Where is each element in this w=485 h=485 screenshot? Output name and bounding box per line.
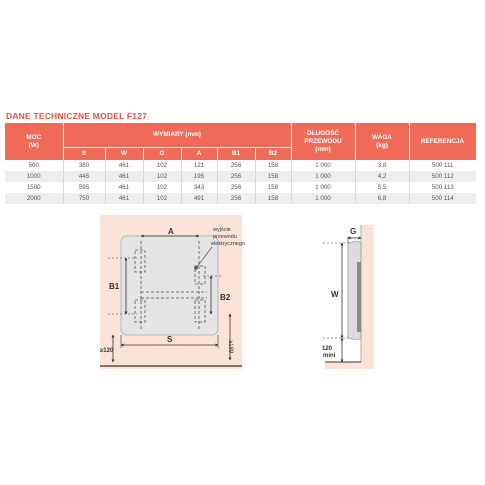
header-referencja: REFERENCJA (409, 123, 476, 160)
table-cell: 750 (63, 193, 105, 204)
table-cell: 102 (143, 171, 181, 182)
table-cell: 1000 (5, 171, 63, 182)
header-waga-label: WAGA (372, 133, 392, 141)
dimension-s-label: S (167, 335, 173, 344)
table-cell: 1 000 (291, 160, 355, 171)
table-cell: 121 (181, 160, 217, 171)
table-cell: 158 (255, 171, 291, 182)
cable-note-line-3: elektrycznego (211, 241, 245, 247)
table-cell: 1500 (5, 182, 63, 193)
wall-side (361, 225, 374, 369)
table-cell: 445 (63, 171, 105, 182)
dimension-b2-label: B2 (220, 293, 231, 302)
table-cell: 500 111 (409, 160, 476, 171)
table-cell: 461 (105, 160, 143, 171)
table-cell: 461 (105, 171, 143, 182)
dimension-w-label: W (331, 290, 339, 299)
table-cell: 4,2 (355, 171, 409, 182)
header-moc-label: MOC (26, 133, 42, 141)
header-dlugosc-unit: (mm) (315, 145, 331, 153)
table-cell: 256 (217, 193, 255, 204)
table-cell: 102 (143, 193, 181, 204)
table-cell: 500 114 (409, 193, 476, 204)
subheader-a: A (181, 148, 217, 161)
table-cell: 500 113 (409, 182, 476, 193)
table-cell: 2000 (5, 193, 63, 204)
table-cell: 500 (5, 160, 63, 171)
dimension-g-label: G (350, 227, 357, 236)
header-waga-unit: (kg) (376, 141, 388, 149)
table-cell: 158 (255, 160, 291, 171)
subheader-w: W (105, 148, 143, 161)
table-cell: 158 (255, 182, 291, 193)
cable-note-line-1: wyjście (213, 227, 231, 233)
table-cell: 256 (217, 182, 255, 193)
table-cell: 500 112 (409, 171, 476, 182)
header-dlugosc-label: DŁUGOŚĆ (307, 129, 339, 137)
table-cell: 343 (181, 182, 217, 193)
subheader-g: G (143, 148, 181, 161)
header-moc-unit: (W) (28, 141, 39, 149)
side-view (322, 225, 374, 369)
header-wymiary: WYMIARY (mm) (63, 123, 291, 148)
table-cell: 102 (143, 182, 181, 193)
subheader-s: S (63, 148, 105, 161)
table-cell: 158 (255, 193, 291, 204)
table-cell: 195 (181, 171, 217, 182)
table-cell: 256 (217, 171, 255, 182)
table-cell: 5,5 (355, 182, 409, 193)
dimension-189-label: ≥189 (227, 340, 233, 354)
subheader-b1: B1 (217, 148, 255, 161)
dimension-min-label-1: 120 (322, 346, 333, 352)
radiator-side-bracket (357, 262, 361, 332)
dimension-min-label-2: mini (323, 353, 336, 359)
table-cell: 1 000 (291, 193, 355, 204)
table-cell: 1 000 (291, 182, 355, 193)
table-cell: 1 000 (291, 171, 355, 182)
radiator-front (121, 236, 218, 335)
table-cell: 595 (63, 182, 105, 193)
table-cell: 491 (181, 193, 217, 204)
floor-side (325, 362, 374, 369)
dimension-b1-label: B1 (109, 282, 120, 291)
table-cell: 3,8 (355, 160, 409, 171)
table-cell: 102 (143, 160, 181, 171)
dimension-120-label: ≥120 (100, 348, 114, 354)
table-cell: 380 (63, 160, 105, 171)
cable-note-line-2: przewodu (213, 234, 237, 240)
page-title: DANE TECHNICZNE MODEL F127 (6, 111, 148, 121)
header-przewodu-label: PRZEWODU (304, 137, 342, 145)
table-cell: 461 (105, 193, 143, 204)
table-cell: 256 (217, 160, 255, 171)
table-cell: 6,8 (355, 193, 409, 204)
subheader-b2: B2 (255, 148, 291, 161)
dimension-a-label: A (168, 227, 174, 236)
front-view (100, 215, 245, 369)
table-cell: 461 (105, 182, 143, 193)
